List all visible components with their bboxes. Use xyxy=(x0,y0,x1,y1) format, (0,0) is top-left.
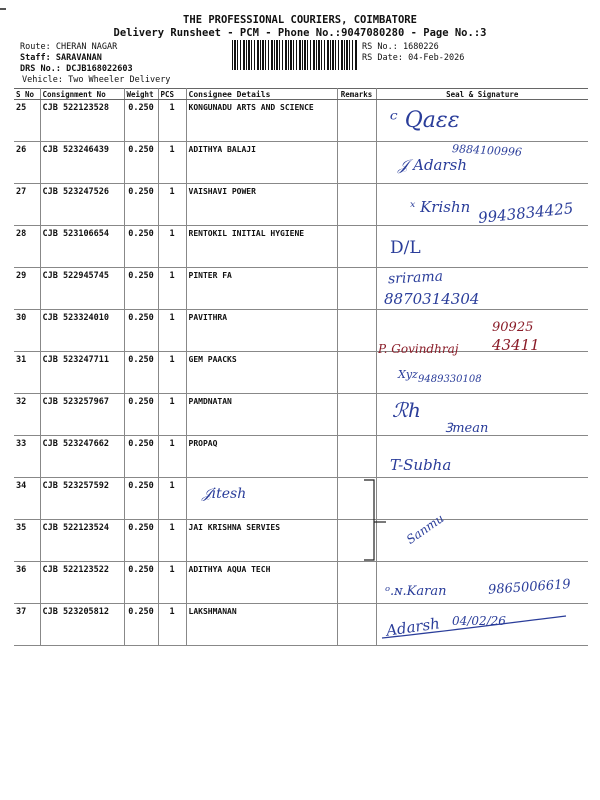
table-row xyxy=(14,436,588,478)
signature-26: 𝒥 Adarsh xyxy=(398,156,468,174)
handwritten-phone-31: 9489330108 xyxy=(418,374,482,385)
staff-label: Staff: xyxy=(20,53,51,63)
sno-cell: 26 xyxy=(14,142,40,184)
drs-value: DCJB168022603 xyxy=(66,64,133,74)
handwritten-phone-36: 9865006619 xyxy=(487,577,572,598)
pcs-cell: 1 xyxy=(158,436,186,478)
pcs-cell: 1 xyxy=(158,310,186,352)
sno-cell: 30 xyxy=(14,310,40,352)
table-row xyxy=(14,226,588,268)
vehicle-line xyxy=(22,75,170,85)
weight-cell: 0.250 xyxy=(124,226,158,268)
consignment-cell: CJB 522123528 xyxy=(40,100,124,142)
col-header-pcs: PCS xyxy=(158,89,186,100)
remarks-cell xyxy=(337,394,376,436)
weight-cell: 0.250 xyxy=(124,394,158,436)
runsheet-table xyxy=(14,88,588,646)
signature-37: Adarsh xyxy=(385,614,441,640)
rs-no-value: 1680226 xyxy=(402,42,439,52)
rs-no-line xyxy=(362,42,439,52)
remarks-cell xyxy=(337,268,376,310)
handwritten-dl-28: D/L xyxy=(390,238,421,258)
consignee-cell: ADITHYA AQUA TECH xyxy=(186,562,337,604)
pcs-cell: 1 xyxy=(158,184,186,226)
sno-cell: 29 xyxy=(14,268,40,310)
staff-line xyxy=(20,53,102,63)
remarks-cell xyxy=(337,142,376,184)
handwritten-phone-29: 8870314304 xyxy=(384,290,480,308)
consignee-cell: RENTOKIL INITIAL HYGIENE xyxy=(186,226,337,268)
pcs-cell: 1 xyxy=(158,100,186,142)
handwritten-phone-27: 9943834425 xyxy=(477,199,575,227)
remarks-cell xyxy=(337,100,376,142)
weight-cell: 0.250 xyxy=(124,100,158,142)
vehicle-value: Two Wheeler Delivery xyxy=(68,75,171,85)
consignment-cell: CJB 523106654 xyxy=(40,226,124,268)
barcode xyxy=(232,40,357,70)
sno-cell: 32 xyxy=(14,394,40,436)
sno-cell: 25 xyxy=(14,100,40,142)
consignment-cell: CJB 522945745 xyxy=(40,268,124,310)
handwritten-phone-30a: 90925 xyxy=(492,320,534,335)
sno-cell: 31 xyxy=(14,352,40,394)
consignee-cell: JAI KRISHNA SERVIES xyxy=(186,520,337,562)
consignment-cell: CJB 523246439 xyxy=(40,142,124,184)
consignment-cell: CJB 523205812 xyxy=(40,604,124,646)
signature-36: ᵒ.ɴ.Karan xyxy=(385,584,447,599)
consignment-cell: CJB 522123524 xyxy=(40,520,124,562)
weight-cell: 0.250 xyxy=(124,562,158,604)
consignee-cell: PAMDNATAN xyxy=(186,394,337,436)
company-title: THE PROFESSIONAL COURIERS, COIMBATORE xyxy=(183,14,417,26)
consignee-cell: ADITHYA BALAJI xyxy=(186,142,337,184)
handwritten-phone-26: 9884100996 xyxy=(451,142,523,159)
route-line xyxy=(20,42,117,52)
weight-cell: 0.250 xyxy=(124,142,158,184)
table-header-row xyxy=(14,89,588,100)
consignment-cell: CJB 523247711 xyxy=(40,352,124,394)
sno-cell: 28 xyxy=(14,226,40,268)
staff-value: SARAVANAN xyxy=(55,53,102,63)
remarks-cell xyxy=(337,226,376,268)
consignment-cell: CJB 523247662 xyxy=(40,436,124,478)
handwritten-name-29: srirama xyxy=(387,268,444,288)
table-row xyxy=(14,100,588,142)
remarks-cell xyxy=(337,352,376,394)
handwritten-phone-30b: 43411 xyxy=(492,336,540,354)
weight-cell: 0.250 xyxy=(124,478,158,520)
sno-cell: 35 xyxy=(14,520,40,562)
col-header-weight: Weight xyxy=(124,89,158,100)
weight-cell: 0.250 xyxy=(124,436,158,478)
pcs-cell: 1 xyxy=(158,604,186,646)
consignment-cell: CJB 523257592 xyxy=(40,478,124,520)
remarks-cell xyxy=(337,562,376,604)
table-row xyxy=(14,520,588,562)
consignee-cell: VAISHAVI POWER xyxy=(186,184,337,226)
col-header-consignee: Consignee Details xyxy=(186,89,337,100)
signature-32: ℛh xyxy=(392,398,421,422)
pcs-cell: 1 xyxy=(158,142,186,184)
signature-31: Xyz xyxy=(398,368,418,381)
rs-date-line xyxy=(362,53,464,63)
consignment-cell: CJB 523247526 xyxy=(40,184,124,226)
bracket-mark xyxy=(360,478,390,564)
route-label: Route: xyxy=(20,42,51,52)
pcs-cell: 1 xyxy=(158,520,186,562)
signature-35: Sanmu xyxy=(403,511,447,547)
table-row xyxy=(14,352,588,394)
remarks-cell xyxy=(337,436,376,478)
runsheet-subtitle: Delivery Runsheet - PCM - Phone No.:9047080280 - Page No.:3 xyxy=(113,27,487,39)
rs-date-label: RS Date: xyxy=(362,53,403,63)
signature-32b: Ꝫmean xyxy=(445,421,489,436)
rs-date-value: 04-Feb-2026 xyxy=(408,53,465,63)
signature-37-underline xyxy=(380,612,570,642)
drs-line xyxy=(20,64,133,74)
vehicle-label: Vehicle: xyxy=(22,75,63,85)
table-row xyxy=(14,394,588,436)
remarks-cell xyxy=(337,184,376,226)
col-header-sno: S No xyxy=(14,89,40,100)
rs-no-label: RS No.: xyxy=(362,42,398,52)
sno-cell: 36 xyxy=(14,562,40,604)
consignee-cell: KONGUNADU ARTS AND SCIENCE xyxy=(186,100,337,142)
drs-label: DRS No.: xyxy=(20,64,61,74)
consignee-cell: PINTER FA xyxy=(186,268,337,310)
sno-cell: 27 xyxy=(14,184,40,226)
remarks-cell xyxy=(337,310,376,352)
signature-cell xyxy=(376,478,588,520)
route-value: CHERAN NAGAR xyxy=(55,42,118,52)
weight-cell: 0.250 xyxy=(124,268,158,310)
consignee-cell: PROPAQ xyxy=(186,436,337,478)
weight-cell: 0.250 xyxy=(124,310,158,352)
consignment-cell: CJB 522123522 xyxy=(40,562,124,604)
consignment-cell: CJB 523257967 xyxy=(40,394,124,436)
consignment-cell: CJB 523324010 xyxy=(40,310,124,352)
signature-25: ᶜ Qaεε xyxy=(390,108,460,133)
sno-cell: 37 xyxy=(14,604,40,646)
pcs-cell: 1 xyxy=(158,268,186,310)
consignee-cell: GEM PAACKS xyxy=(186,352,337,394)
pcs-cell: 1 xyxy=(158,478,186,520)
weight-cell: 0.250 xyxy=(124,184,158,226)
consignee-cell: LAKSHMANAN xyxy=(186,604,337,646)
weight-cell: 0.250 xyxy=(124,352,158,394)
scan-mark xyxy=(0,8,6,10)
signature-34: 𝒥itesh xyxy=(202,486,247,502)
weight-cell: 0.250 xyxy=(124,520,158,562)
signature-37-date: 04/02/26 xyxy=(452,614,506,628)
table-row xyxy=(14,478,588,520)
col-header-remarks: Remarks xyxy=(337,89,376,100)
remarks-cell xyxy=(337,604,376,646)
pcs-cell: 1 xyxy=(158,562,186,604)
pcs-cell: 1 xyxy=(158,394,186,436)
signature-30: P. Govindhraj xyxy=(378,342,459,356)
signature-27: ˣ Krishn xyxy=(410,198,471,216)
sno-cell: 34 xyxy=(14,478,40,520)
sno-cell: 33 xyxy=(14,436,40,478)
pcs-cell: 1 xyxy=(158,352,186,394)
col-header-consignment: Consignment No xyxy=(40,89,124,100)
col-header-signature: Seal & Signature xyxy=(376,89,588,100)
pcs-cell: 1 xyxy=(158,226,186,268)
weight-cell: 0.250 xyxy=(124,604,158,646)
consignee-cell: PAVITHRA xyxy=(186,310,337,352)
table-row xyxy=(14,268,588,310)
handwritten-name-33: T-Subha xyxy=(390,456,452,474)
